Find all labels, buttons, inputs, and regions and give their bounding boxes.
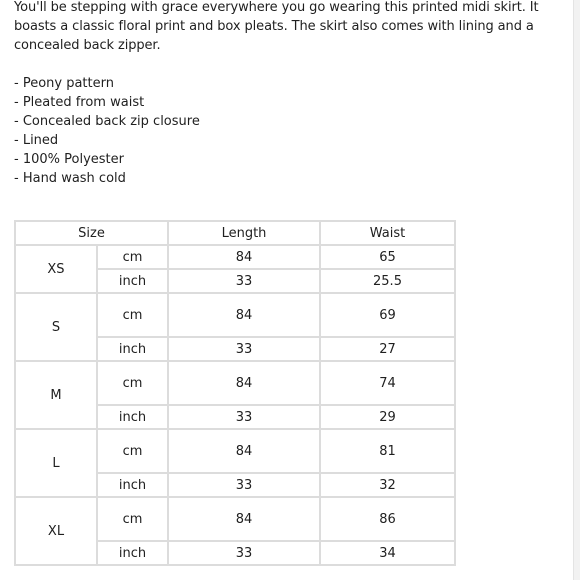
header-size: Size (15, 221, 168, 245)
table-row (15, 429, 455, 473)
length-cell: 84 (168, 361, 320, 405)
size-cell: S (15, 293, 97, 361)
feature-list (14, 74, 200, 188)
waist-cell: 69 (320, 293, 455, 337)
scrollbar[interactable] (573, 0, 580, 580)
feature-item: - Hand wash cold (14, 171, 126, 186)
feature-item: - Lined (14, 133, 59, 148)
unit-cell: inch (97, 541, 168, 565)
length-cell: 33 (168, 473, 320, 497)
size-cell: XL (15, 497, 97, 565)
header-waist: Waist (320, 221, 455, 245)
waist-cell: 34 (320, 541, 455, 565)
table-row (15, 293, 455, 337)
table-row (15, 497, 455, 541)
size-cell: L (15, 429, 97, 497)
table-row (15, 361, 455, 405)
length-cell: 33 (168, 337, 320, 361)
unit-cell: cm (97, 245, 168, 269)
feature-item: - Concealed back zip closure (14, 114, 200, 129)
waist-cell: 29 (320, 405, 455, 429)
length-cell: 84 (168, 245, 320, 269)
length-cell: 84 (168, 293, 320, 337)
waist-cell: 25.5 (320, 269, 455, 293)
table-row (15, 245, 455, 269)
product-description: You'll be stepping with grace everywhere you go wearing this printed midi skirt. It boasts a classic floral print and box pleats. The skirt also comes with lining and a concealed back zipper. (14, 0, 539, 53)
unit-cell: inch (97, 269, 168, 293)
unit-cell: cm (97, 497, 168, 541)
waist-cell: 32 (320, 473, 455, 497)
unit-cell: inch (97, 405, 168, 429)
unit-cell: cm (97, 361, 168, 405)
waist-cell: 86 (320, 497, 455, 541)
table-header-row (15, 221, 455, 245)
feature-item: - Peony pattern (14, 76, 114, 91)
unit-cell: cm (97, 293, 168, 337)
waist-cell: 65 (320, 245, 455, 269)
unit-cell: cm (97, 429, 168, 473)
length-cell: 33 (168, 269, 320, 293)
unit-cell: inch (97, 473, 168, 497)
waist-cell: 74 (320, 361, 455, 405)
length-cell: 33 (168, 405, 320, 429)
size-cell: XS (15, 245, 97, 293)
feature-item: - 100% Polyester (14, 152, 124, 167)
length-cell: 84 (168, 429, 320, 473)
size-cell: M (15, 361, 97, 429)
size-chart-table (14, 220, 456, 566)
waist-cell: 27 (320, 337, 455, 361)
feature-item: - Pleated from waist (14, 95, 145, 110)
waist-cell: 81 (320, 429, 455, 473)
header-length: Length (168, 221, 320, 245)
unit-cell: inch (97, 337, 168, 361)
length-cell: 84 (168, 497, 320, 541)
length-cell: 33 (168, 541, 320, 565)
